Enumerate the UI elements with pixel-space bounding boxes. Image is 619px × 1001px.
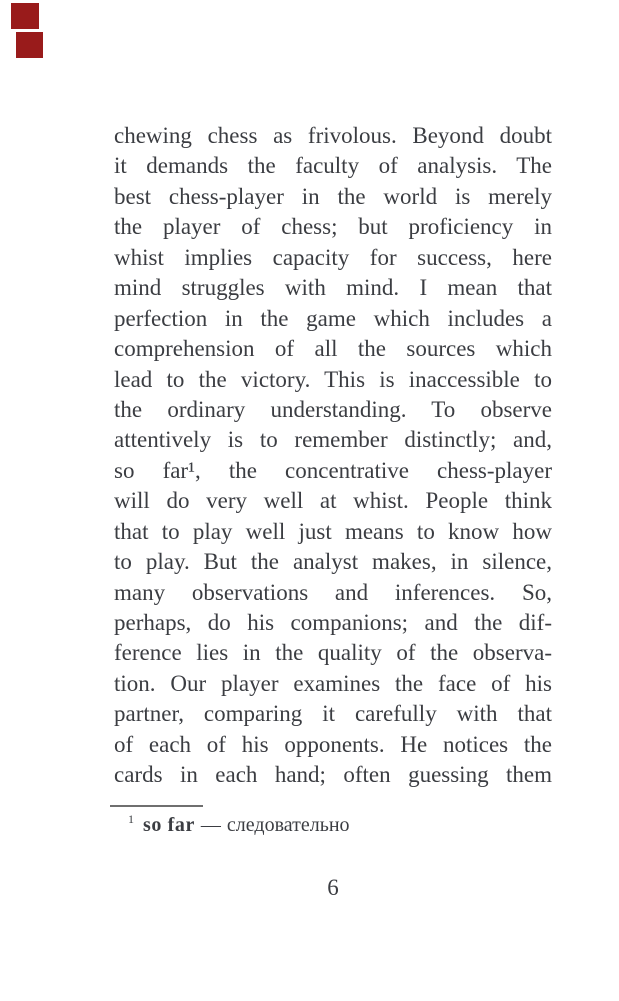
footnote <box>114 812 566 839</box>
text-line: perfection in the game which includes a <box>114 305 552 331</box>
text-line: will do very well at whist. People think <box>114 488 552 514</box>
text-line: so far¹, the concentrative chess-player <box>114 457 552 483</box>
page-number: 6 <box>327 875 339 900</box>
text-line: to play. But the analyst makes, in silence, <box>114 549 552 575</box>
red-marker-top <box>11 3 39 29</box>
text-line: mind struggles with mind. I mean that <box>114 275 552 301</box>
footnote-divider <box>110 805 203 807</box>
text-line: best chess-player in the world is merely <box>114 183 552 209</box>
text-line: comprehension of all the sources which <box>114 336 552 362</box>
text-line: the player of chess; but proficiency in <box>114 214 552 240</box>
text-line: that to play well just means to know how <box>114 518 552 544</box>
text-line: perhaps, do his companions; and the dif- <box>114 610 552 635</box>
footnote-translation: следовательно <box>226 814 350 836</box>
red-marker-bottom <box>16 32 43 58</box>
text-line: many observations and inferences. So, <box>114 579 552 605</box>
text-line: attentively is to remember distinctly; and, <box>114 427 552 453</box>
text-line: whist implies capacity for success, here <box>114 244 552 270</box>
footnote-marker: 1 <box>128 812 134 827</box>
body-text <box>114 121 552 791</box>
text-line: the ordinary understanding. To observe <box>114 396 552 422</box>
text-line: it demands the faculty of analysis. The <box>114 153 552 179</box>
text-line: chewing chess as frivolous. Beyond doubt <box>114 123 552 148</box>
text-line: tion. Our player examines the face of his <box>114 670 552 696</box>
footnote-term: so far <box>143 814 195 836</box>
text-line: partner, comparing it carefully with that <box>114 701 552 727</box>
text-line: cards in each hand; often guessing them <box>114 762 552 788</box>
text-line: ference lies in the quality of the observa- <box>114 640 552 666</box>
text-line: of each of his opponents. He notices the <box>114 731 552 757</box>
footnote-separator: — <box>200 814 221 836</box>
text-line: lead to the victory. This is inaccessible to <box>114 366 552 392</box>
